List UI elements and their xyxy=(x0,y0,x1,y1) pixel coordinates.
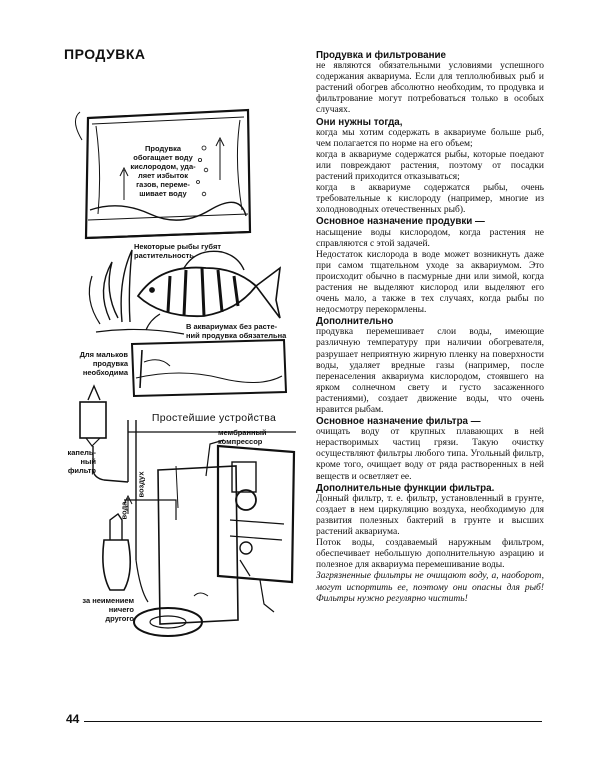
filter-extra-paragraph: Донный фильтр, т. е. фильтр, установленный в грунте, создает в нем циркуляцию воздуха, необходимую для развития полезных бактерий в грунте и высших растений аквариума. xyxy=(316,493,544,538)
compressor-caption-line: мембранный xyxy=(218,428,267,437)
when-item: когда в аквариуме содержатся рыбы, которые поедают или повреждают растения, поэтому от посадки растений приходится отказываться; xyxy=(316,149,544,183)
tank-caption xyxy=(116,144,210,198)
heading-additional: Дополнительно xyxy=(316,316,394,328)
heading-when: Они нужны тогда, xyxy=(316,116,403,128)
fish-caption-line: Некоторые рыбы губят xyxy=(134,242,222,251)
fry-caption-line: продувка xyxy=(92,359,128,368)
fry-caption xyxy=(48,350,128,377)
replacement-caption-line: другого xyxy=(105,614,134,623)
replacement-caption-line: за неимением xyxy=(82,596,134,605)
drip-filter-caption xyxy=(44,448,96,475)
section-title: ПРОДУВКА xyxy=(64,46,146,62)
additional-paragraph: продувка перемешивает слои воды, имеющие различную температуру при наличии обогревателя, разрушает неприятную жирную пленку на поверхности воды, удаляет вредные газы (например, после перенаселения аквариума кислородом, стоявшего на ярком солнечном свету и густо засаженного растениями), создает движение воды, что очень нравится рыбам. xyxy=(316,327,544,415)
replacement-caption xyxy=(50,596,134,623)
fish-caption xyxy=(134,242,266,260)
heading-main: Продувка и фильтрование xyxy=(316,50,446,61)
replacement-caption-line: ничего xyxy=(108,605,134,614)
fry-caption-line: Для мальков xyxy=(79,350,128,359)
plants-caption-line: ний продувка обязательна xyxy=(186,331,287,340)
air-label: воздух xyxy=(136,471,146,498)
water-label: вода xyxy=(119,501,129,520)
tank-caption-line: газов, переме- xyxy=(136,180,190,189)
compressor-drawing xyxy=(158,440,294,624)
heading-filter: Основное назначение фильтра — xyxy=(316,416,481,428)
intro-paragraph: не являются обязательными условиями успешного содержания аквариума. Если для теплолюбивых рыб и растений обогрев абсолютно необходим, то продувка и фильтрование могут потребоваться только в особых случаях. xyxy=(316,61,544,116)
filter-extra-paragraph: Поток воды, создаваемый наружным фильтром, обеспечивает небольшую дополнительную аэрацию и полезное для аквариума перемешивание воды. xyxy=(316,538,544,571)
tank-caption-line: шивает воду xyxy=(139,189,187,198)
plants-caption xyxy=(186,322,306,340)
tank-caption-line: ляет избыток xyxy=(137,171,189,180)
tank-caption-line: Продувка xyxy=(144,144,181,153)
drip-filter-caption-line: фильтр xyxy=(67,466,96,475)
compressor-caption xyxy=(218,428,296,446)
warning-paragraph: Загрязненные фильтры не очищают воду, а, наоборот, могут испортить ее, поэтому они опасны для рыб! Фильтры нужно регулярно чистить! xyxy=(316,571,544,604)
page-number: 44 xyxy=(66,712,80,726)
article-column xyxy=(316,50,544,605)
footer-rule xyxy=(84,721,542,722)
drip-filter-caption-line: ный xyxy=(80,457,96,466)
aeration-paragraph: Недостаток кислорода в воде может возникнуть даже при самом тщательном уходе за аквариумом. Это происходит обычно в пасмурные дни или зимой, когда растения не выделяют кислород или выделяют его очень мало, а также в тех случаях, когда рыбы по недосмотру перекормлены. xyxy=(316,249,544,316)
illustrations xyxy=(0,0,310,720)
drip-filter-caption-line: капель- xyxy=(67,448,96,457)
heading-aeration: Основное назначение продувки — xyxy=(316,216,485,228)
aeration-paragraph: насыщение воды кислородом, когда растения не справляются с этой задачей. xyxy=(316,227,544,249)
when-item: когда в аквариуме содержатся рыбы, очень требовательные к кислороду (например, многие из холодноводных отечественных рыб). xyxy=(316,183,544,216)
devices-title: Простейшие устройства xyxy=(151,412,277,424)
compressor-caption-line: компрессор xyxy=(218,437,263,446)
tank-caption-line: обогащает воду xyxy=(133,153,193,162)
heading-filter-extra: Дополнительные функции фильтра. xyxy=(316,482,495,494)
tank-caption-line: кислородом, уда- xyxy=(130,162,196,171)
fry-caption-line: необходима xyxy=(82,368,128,377)
fry-tank-drawing xyxy=(132,340,286,396)
filter-paragraph: очищать воду от крупных плавающих в ней нерастворимых частиц грязи. Такую очистку осуществляют фильтры любого типа. Угольный фильтр, кроме того, очищает воду от ряда растворенных в ней веществ и осветляет ее. xyxy=(316,427,544,482)
when-item: когда мы хотим содержать в аквариуме больше рыб, чем полагается по норме на его объем; xyxy=(316,127,544,149)
fish-caption-line: растительность xyxy=(134,251,194,260)
plants-caption-line: В аквариумах без расте- xyxy=(186,322,278,331)
